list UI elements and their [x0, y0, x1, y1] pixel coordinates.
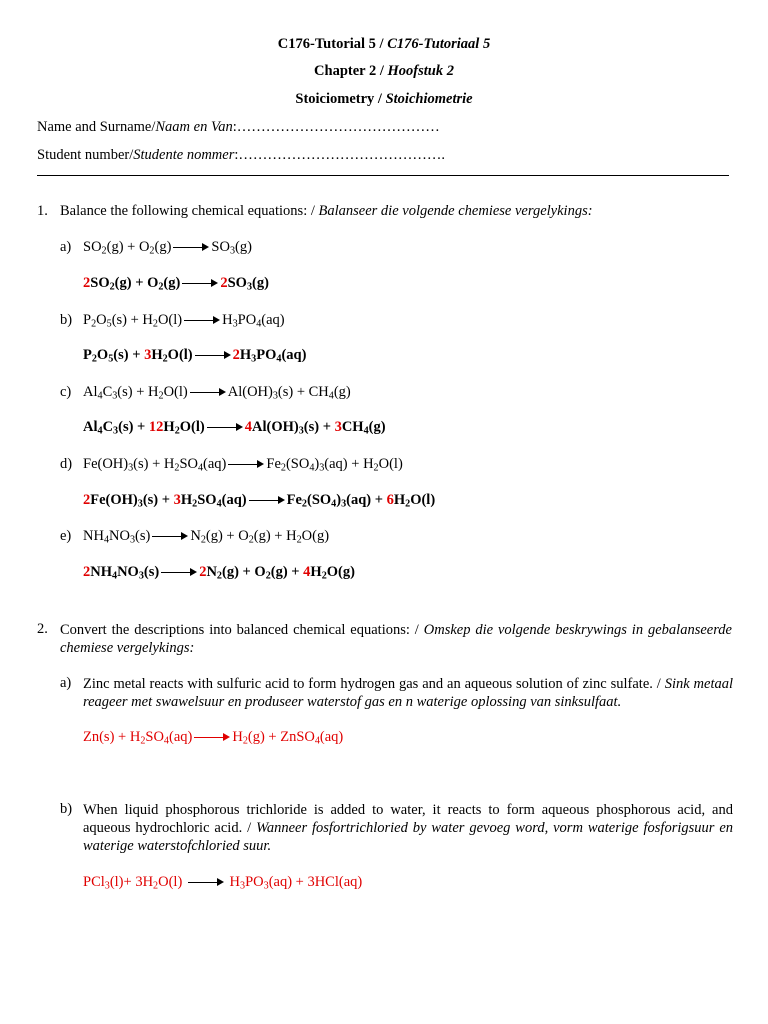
name-label-english: Name and Surname/ — [37, 119, 156, 135]
q2a-text-english: Zinc metal reacts with sulfuric acid to form hydrogen gas and an aqueous solution of zinc sulfate. / — [83, 676, 665, 692]
reaction-arrow — [152, 532, 188, 542]
reaction-arrow — [207, 423, 243, 433]
q2a-answer: $Zn(s) + H_2SO_4(aq) H_2(g)$ + ZnSO$_4$(aq) — [83, 729, 344, 747]
q2-prompt-english: Convert the descriptions into balanced chemical equations: / — [60, 622, 424, 638]
q1c-equation: $Al_4C_3(s) + H_2O(l) Al(OH)_3(s) + CH_4(g)$ — [83, 384, 351, 402]
student-blank: :……………………………………. — [234, 147, 445, 163]
q2-prompt-afrikaans: Omskep die volgende beskrywings in gebalanseerde chemiese vergelykings: — [60, 622, 732, 656]
name-field — [37, 119, 440, 136]
q1a-answer: $2SO_2(g) + O_2(g)$ $2SO_3(g)$ — [83, 275, 269, 293]
title-english: C176-Tutorial 5 / — [277, 36, 388, 52]
student-number-field — [37, 147, 445, 164]
topic-english: Stoiciometry / — [295, 91, 386, 107]
reaction-arrow — [195, 351, 231, 361]
reaction-arrow — [190, 388, 226, 398]
reaction-arrow — [182, 279, 218, 289]
reaction-arrow — [228, 460, 264, 470]
reaction-arrow — [184, 316, 220, 326]
q1b-answer: $P_2O_5(s) + 3H_2O(l)$ $2H_3PO_4(aq)$ — [83, 347, 307, 365]
q2b-description — [83, 801, 733, 855]
chapter-afrikaans: Hoofstuk 2 — [387, 63, 454, 79]
q2a-text-afrikaans: Sink metaal reageer met swawelsuur en produseer waterstof gas en n waterige oplossing van sinksulfaat. — [83, 676, 734, 710]
q1c-label: c) — [60, 384, 72, 400]
q2b-text-afrikaans: Wanneer fosfortrichloried by water gevoeg word, vorm waterige fosforigsuur en waterige waterstofchloried suur. — [83, 820, 734, 854]
page-title — [0, 36, 768, 53]
reaction-arrow — [161, 568, 197, 578]
q2-prompt — [60, 621, 732, 657]
q2-number: 2. — [37, 621, 48, 637]
q1b-equation: $P_2O_5(s) + H_2O(l)$ $H_3PO_4(aq)$ — [83, 312, 285, 330]
q1d-equation: $Fe(OH)_3(s) + H_2SO_4(aq) Fe_2(SO_4)_3(aq) + H_2O(l)$ — [83, 456, 403, 474]
reaction-arrow — [194, 733, 230, 743]
q1b-label: b) — [60, 312, 73, 328]
q2b-text-english: When liquid phosphorous trichloride is added to water, it reacts to form aqueous phosphorous acid, and aqueous hydrochloric acid. / — [83, 802, 733, 836]
q1e-answer: $2NH_4NO_3(s) 2N_2(g) + O_2(g) + 4H_2O(g)$ — [83, 564, 355, 582]
title-afrikaans: C176-Tutoriaal 5 — [387, 36, 491, 52]
q1-prompt-english: Balance the following chemical equations: / — [60, 203, 319, 219]
q1a-equation: $SO_2(g) + O_2(g)$ $SO_3(g)$ — [83, 239, 252, 257]
q1a-label: a) — [60, 239, 72, 255]
name-blank: :…………………………………… — [232, 119, 440, 135]
student-label-english: Student number/ — [37, 147, 134, 163]
name-label-afrikaans: Naam en Van — [155, 119, 233, 135]
q1e-equation: $NH_4NO_3(s) N_2(g) + O_2(g) + H_2O(g)$ — [83, 528, 330, 546]
chapter-english: Chapter 2 / — [314, 63, 388, 79]
q2a-label: a) — [60, 675, 72, 691]
q1d-answer: $2Fe(OH)_3(s) + 3H_2SO_4(aq) Fe_2(SO_4)_3(aq) + 6H_2O(l)$ — [83, 492, 436, 510]
q1-number: 1. — [37, 203, 48, 219]
header-divider — [37, 175, 729, 176]
q1c-answer: $Al_4C_3(s) + 12H_2O(l) 4Al(OH)_3(s) + 3CH_4(g)$ — [83, 419, 386, 437]
q2a-description — [83, 675, 733, 711]
q1-prompt-afrikaans: Balanseer die volgende chemiese vergelykings: — [318, 203, 593, 219]
reaction-arrow — [188, 878, 224, 888]
reaction-arrow — [249, 496, 285, 506]
reaction-arrow — [173, 243, 209, 253]
q1-prompt — [60, 203, 593, 220]
student-label-afrikaans: Studente nommer — [133, 147, 235, 163]
chapter-heading — [0, 63, 768, 80]
q1e-label: e) — [60, 528, 72, 544]
q1d-label: d) — [60, 456, 73, 472]
topic-afrikaans: Stoichiometrie — [385, 91, 473, 107]
q2b-answer: $PCl_3(l)+ 3H_2O(l) H_3PO_3(aq) + 3HCl(aq)$ — [83, 874, 363, 892]
topic-heading — [0, 91, 768, 108]
q2b-label: b) — [60, 801, 73, 817]
